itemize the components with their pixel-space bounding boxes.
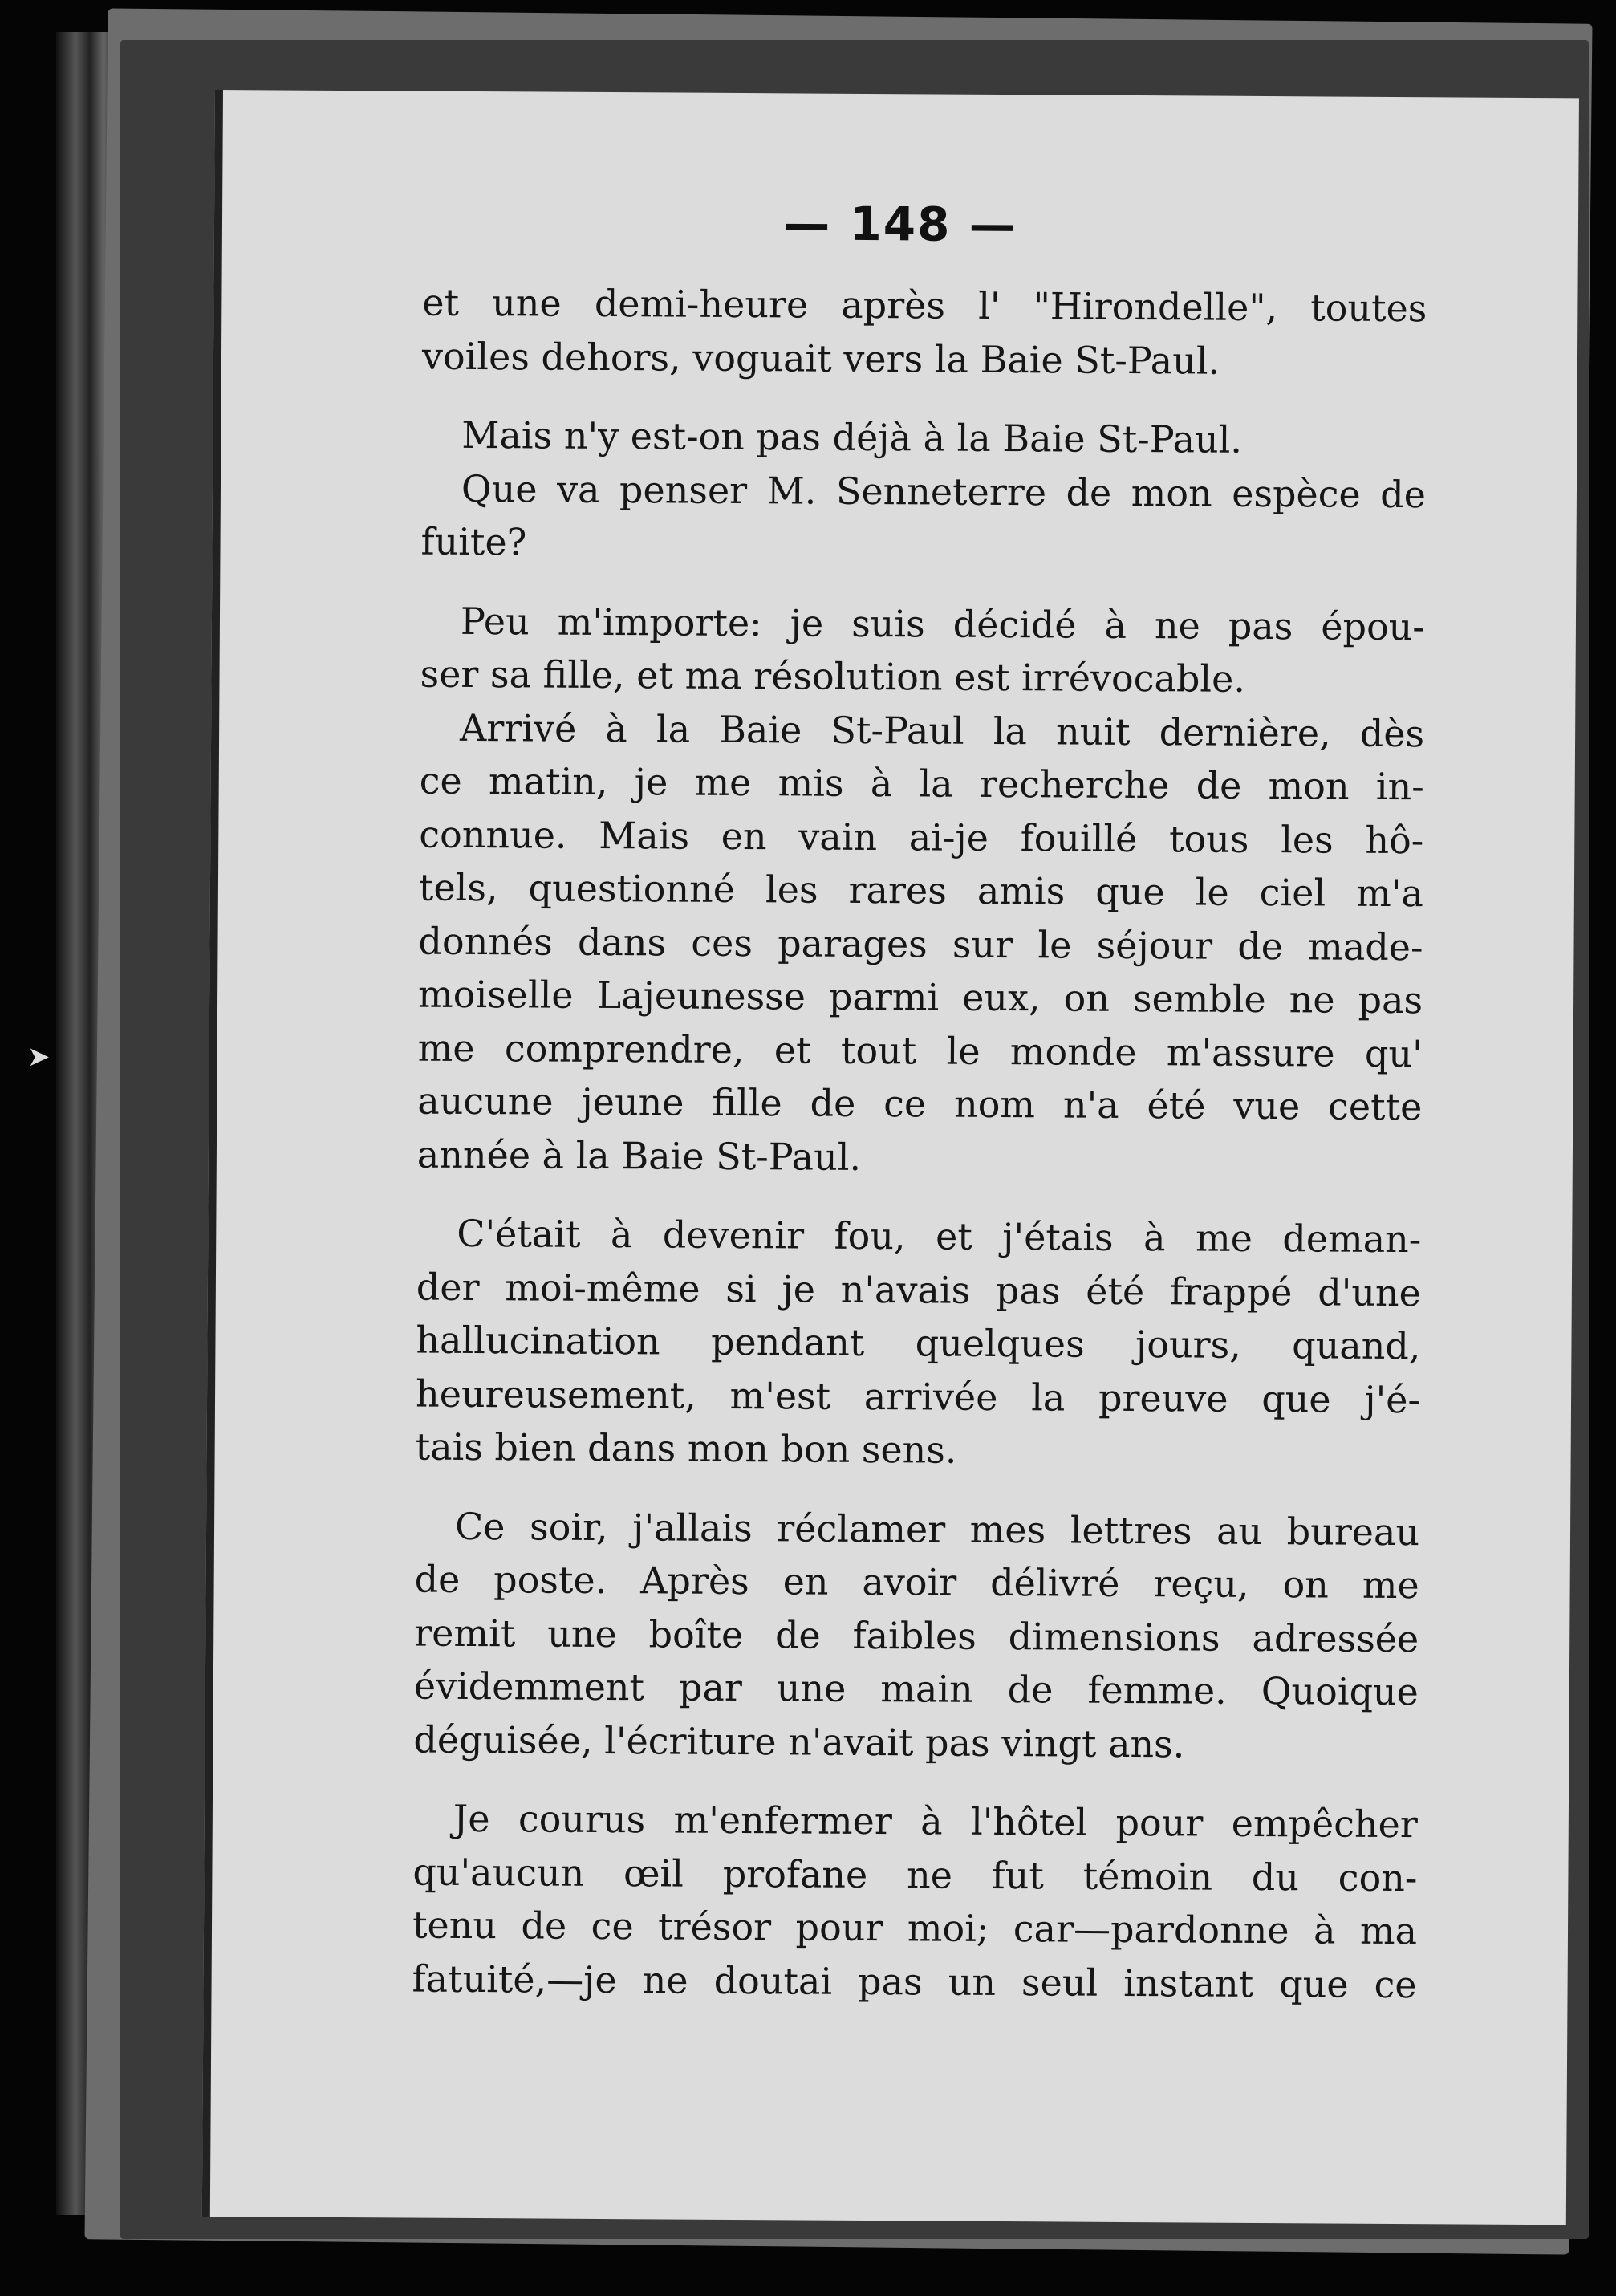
paragraph (422, 276, 1427, 389)
text-line: tais bien dans mon bon sens. (415, 1424, 957, 1472)
text-line: Mais n'y est-on pas déjà à la Baie St-Paul. (461, 412, 1243, 461)
page-text (412, 276, 1427, 2038)
text-line: ce matin, je me mis à la recherche de mon in- (419, 758, 1424, 809)
text-line: fatuité,—je ne doutai pas un seul instant que ce (412, 1957, 1417, 2006)
paragraph (417, 701, 1425, 1187)
paragraph (420, 461, 1426, 575)
paragraph (413, 1499, 1419, 1772)
text-line: déguisée, l'écriture n'avait pas vingt ans. (413, 1717, 1185, 1766)
text-line: qu'aucun œil profane ne fut témoin du con- (412, 1850, 1418, 1900)
text-line: heureusement, m'est arrivée la preuve que j'é- (415, 1372, 1421, 1421)
text-line: hallucination pendant quelques jours, quand, (416, 1318, 1421, 1368)
text-line: voiles dehors, voguait vers la Baie St-Paul. (421, 334, 1220, 383)
text-line: Arrivé à la Baie St-Paul la nuit dernière, dès (459, 705, 1425, 755)
text-line: aucune jeune fille de ce nom n'a été vue cette (417, 1079, 1423, 1129)
text-line: der moi-même si je n'avais pas été frappé d'une (416, 1265, 1422, 1315)
text-line: moiselle Lajeunesse parmi eux, on semble ne pas (417, 972, 1423, 1022)
text-line: C'était à devenir fou, et j'étais à me deman- (457, 1211, 1422, 1262)
text-line: Peu m'importe: je suis décidé à ne pas épou- (460, 599, 1426, 648)
text-line: remit une boîte de faibles dimensions adressée (414, 1611, 1419, 1660)
text-line: Que va penser M. Senneterre de mon espèce de (461, 466, 1427, 516)
text-line: année à la Baie St-Paul. (416, 1132, 862, 1179)
text-line: tenu de ce trésor pour moi; car—pardonne à ma (412, 1903, 1418, 1953)
text-line: fuite? (420, 519, 527, 564)
text-line: tels, questionné les rares amis que le ciel m'a (418, 865, 1424, 916)
text-line: Ce soir, j'allais réclamer mes lettres au bureau (454, 1504, 1420, 1554)
text-line: de poste. Après en avoir délivré reçu, on me (414, 1557, 1419, 1607)
text-line: ser sa fille, et ma résolution est irrévocable. (420, 652, 1246, 701)
text-line: me comprendre, et tout le monde m'assure qu' (417, 1026, 1423, 1075)
text-line: évidemment par une main de femme. Quoique (413, 1664, 1419, 1714)
text-line: Je courus m'enfermer à l'hôtel pour empêcher (453, 1796, 1418, 1847)
book-page (202, 90, 1579, 2225)
page-number: — 148 — (783, 196, 1017, 253)
paragraph (415, 1207, 1421, 1480)
paragraph (412, 1792, 1418, 2012)
paragraph (420, 594, 1425, 707)
arrow-marker-icon: ➤ (27, 1041, 51, 1073)
paragraph (421, 408, 1426, 468)
text-line: donnés dans ces parages sur le séjour de made- (418, 919, 1423, 969)
text-line: connue. Mais en vain ai-je fouillé tous les hô- (419, 812, 1424, 862)
text-line: et une demi-heure après l' "Hirondelle", toutes (422, 280, 1427, 331)
